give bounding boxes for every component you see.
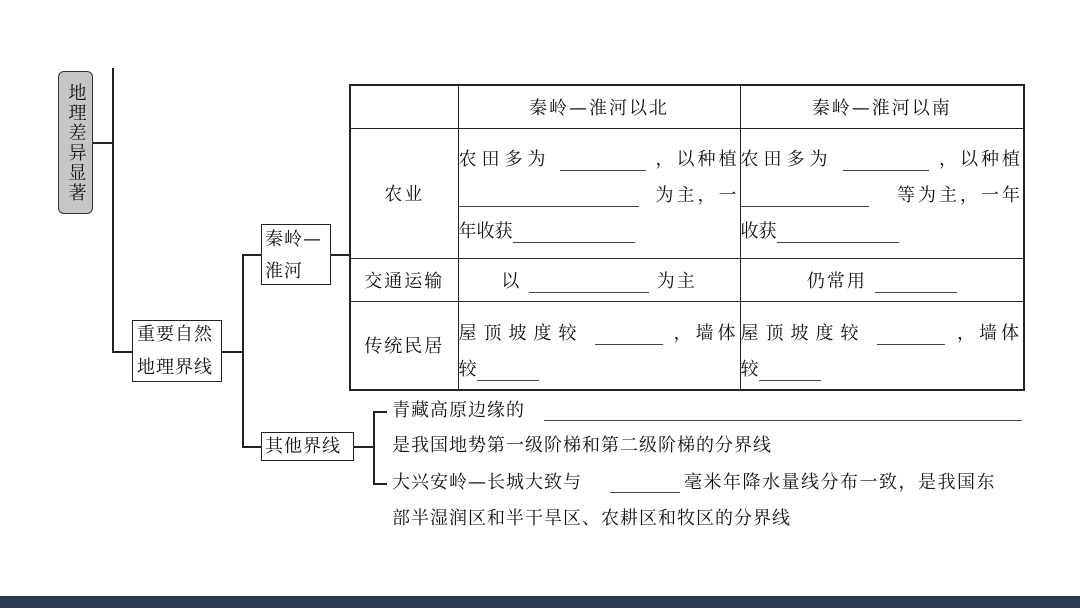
boundary-label-line2: 地理界线 bbox=[137, 357, 213, 378]
cell-line bbox=[459, 345, 740, 381]
cell-line bbox=[741, 171, 1024, 207]
housing-north-cell bbox=[458, 301, 740, 390]
other-item-1-line-b: 是我国地势第一级阶梯和第二级阶梯的分界线 bbox=[392, 435, 772, 456]
cell-text: 屋顶坡度较 bbox=[740, 323, 866, 345]
cell-line bbox=[459, 143, 740, 171]
table-row bbox=[350, 258, 1024, 301]
cell-line bbox=[459, 207, 740, 243]
boundary-label-line1: 重要自然 bbox=[137, 324, 213, 345]
other-item-2-line-c: 部半湿润区和半干旱区、农耕区和牧区的分界线 bbox=[392, 508, 791, 529]
other-item-2-line-b: 毫米年降水量线分布一致，是我国东 bbox=[684, 472, 996, 493]
other-item-1-line-a: 青藏高原边缘的 bbox=[392, 400, 525, 421]
table-corner-cell bbox=[350, 85, 458, 128]
answer-blank[interactable] bbox=[759, 362, 821, 381]
table-row bbox=[350, 128, 1024, 258]
cell-text: 以 bbox=[501, 270, 522, 292]
cell-line bbox=[741, 143, 1024, 171]
answer-blank[interactable] bbox=[741, 188, 869, 207]
connector bbox=[242, 254, 244, 447]
table-header-row bbox=[350, 85, 1024, 128]
cell-line bbox=[741, 315, 1024, 345]
agriculture-south-cell bbox=[740, 128, 1024, 258]
row-label-agriculture: 农业 bbox=[350, 128, 458, 258]
cell-text: 等为主，一年 bbox=[897, 185, 1023, 206]
root-label bbox=[58, 71, 93, 214]
connector bbox=[112, 68, 114, 352]
connector bbox=[331, 254, 349, 256]
other-item-2-line-a: 大兴安岭—长城大致与 bbox=[392, 472, 582, 493]
cell-text: 较 bbox=[740, 359, 759, 381]
cell-text: 为主 bbox=[656, 270, 697, 292]
connector bbox=[242, 446, 262, 448]
cell-text: 年收获 bbox=[458, 221, 513, 242]
connector bbox=[242, 254, 262, 256]
cell-line bbox=[459, 315, 740, 345]
qinling-label bbox=[261, 224, 331, 285]
answer-blank[interactable] bbox=[477, 362, 539, 381]
answer-blank[interactable] bbox=[544, 402, 1022, 421]
answer-blank[interactable] bbox=[877, 326, 945, 345]
cell-text: 农田多为 bbox=[740, 149, 833, 170]
connector bbox=[222, 351, 243, 353]
answer-blank[interactable] bbox=[529, 274, 649, 293]
answer-blank[interactable] bbox=[560, 152, 646, 171]
row-label-housing: 传统民居 bbox=[350, 301, 458, 390]
row-label-transport: 交通运输 bbox=[350, 258, 458, 301]
header-north: 秦岭—淮河以北 bbox=[458, 85, 740, 128]
qinling-label-line1: 秦岭— bbox=[265, 229, 322, 250]
answer-blank[interactable] bbox=[875, 274, 957, 293]
cell-text: 为主，一 bbox=[655, 185, 740, 206]
answer-blank[interactable] bbox=[513, 224, 635, 243]
qinling-label-line2: 淮河 bbox=[265, 261, 303, 282]
housing-south-cell bbox=[740, 301, 1024, 390]
cell-text: ，以种植 bbox=[939, 149, 1023, 170]
answer-blank[interactable] bbox=[595, 326, 663, 345]
answer-blank[interactable] bbox=[459, 188, 639, 207]
answer-blank[interactable] bbox=[777, 224, 899, 243]
answer-blank[interactable] bbox=[843, 152, 929, 171]
boundary-label bbox=[132, 320, 222, 382]
connector bbox=[373, 411, 375, 484]
connector bbox=[93, 142, 113, 144]
answer-blank[interactable] bbox=[610, 474, 680, 493]
cell-text: 收获 bbox=[740, 221, 777, 242]
connector bbox=[373, 411, 387, 413]
cell-line bbox=[741, 345, 1024, 381]
agriculture-north-cell bbox=[458, 128, 740, 258]
cell-text: ，墙体 bbox=[673, 323, 740, 345]
connector bbox=[354, 446, 374, 448]
cell-text: 屋顶坡度较 bbox=[458, 323, 584, 345]
transport-north-cell bbox=[458, 258, 740, 301]
other-label-text: 其他界线 bbox=[265, 436, 341, 457]
cell-text: 农田多为 bbox=[458, 149, 551, 170]
cell-text: ，以种植 bbox=[655, 149, 740, 170]
table-row bbox=[350, 301, 1024, 390]
other-label bbox=[261, 432, 354, 461]
cell-text: 仍常用 bbox=[806, 270, 867, 292]
root-label-text: 地理差异显著 bbox=[65, 82, 87, 203]
cell-text: ，墙体 bbox=[957, 323, 1023, 345]
cell-line bbox=[741, 207, 1024, 243]
header-south: 秦岭—淮河以南 bbox=[740, 85, 1024, 128]
connector bbox=[373, 483, 387, 485]
connector bbox=[112, 351, 132, 353]
cell-line bbox=[459, 171, 740, 207]
bottom-bar bbox=[0, 596, 1080, 608]
cell-text: 较 bbox=[458, 359, 477, 381]
comparison-table bbox=[349, 84, 1025, 391]
transport-south-cell bbox=[740, 258, 1024, 301]
